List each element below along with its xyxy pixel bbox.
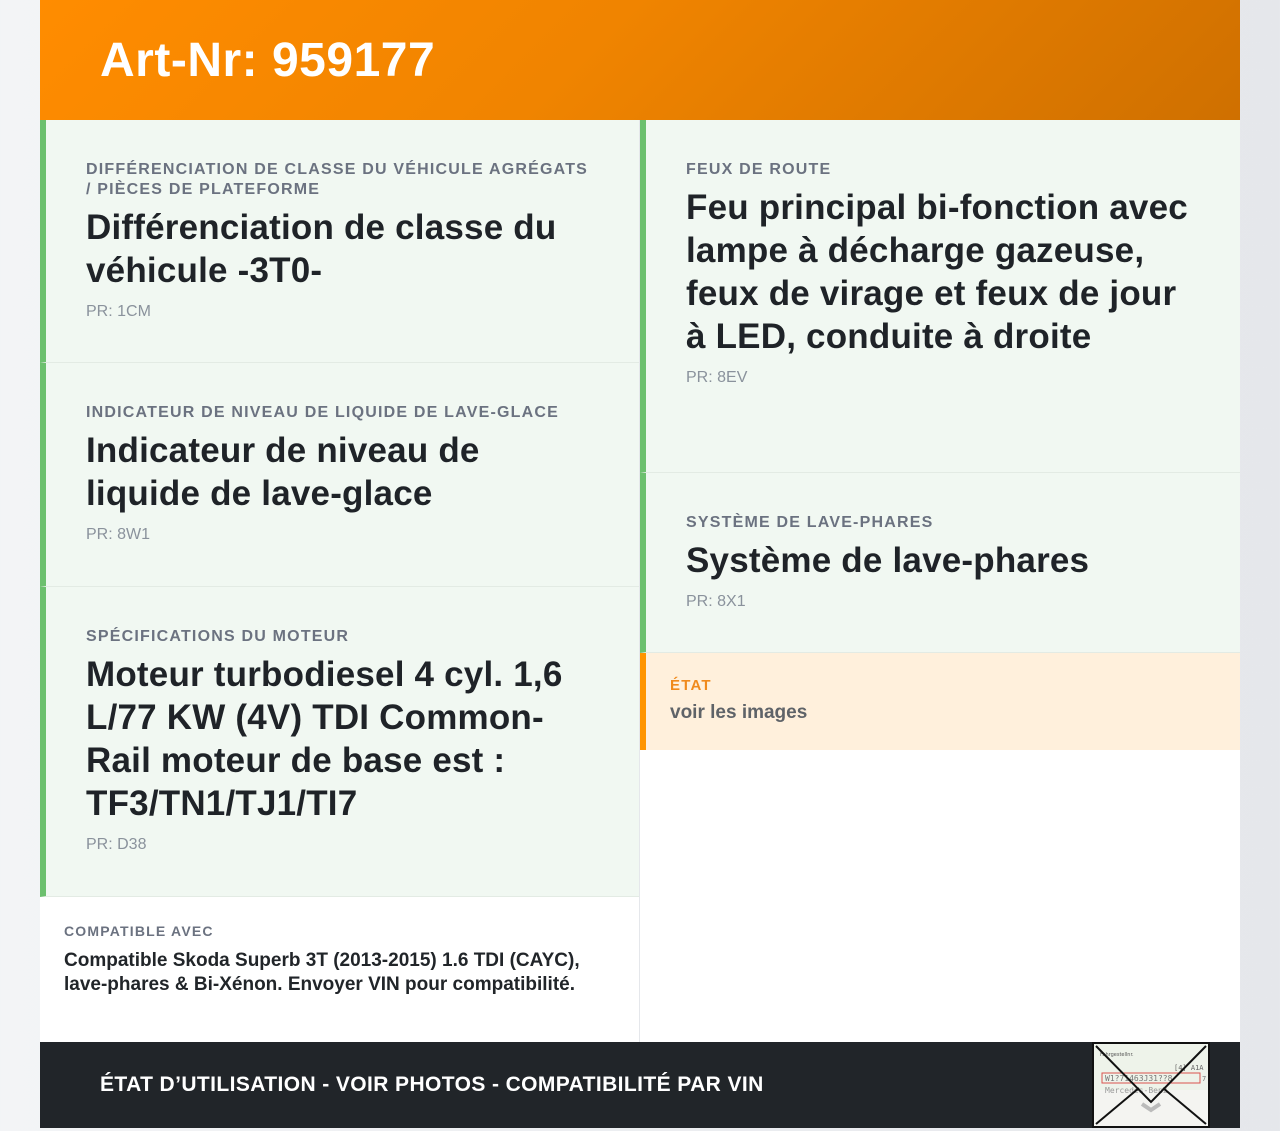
spec-title: Système de lave-phares <box>686 541 1090 580</box>
spec-pr-code: PR: 8X1 <box>686 593 746 610</box>
spec-pr-code: PR: 8W1 <box>86 526 151 543</box>
footer-banner <box>40 1042 1240 1128</box>
spec-pr-code: PR: D38 <box>86 836 147 853</box>
spec-card-class <box>40 120 639 363</box>
spec-pr-code: PR: 1CM <box>86 303 151 320</box>
spec-title: Indicateur de niveau de liquide de lave-glace <box>86 431 480 513</box>
envelope-vin-icon[interactable] <box>1092 1042 1210 1128</box>
compatibility-text: Compatible Skoda Superb 3T (2013-2015) 1.6 TDI (CAYC), lave-phares & Bi-Xénon. Envoyer VIN pour compatibilité. <box>64 950 580 995</box>
left-column <box>40 120 640 1042</box>
svg-text:7: 7 <box>1202 1075 1207 1083</box>
spec-category: DIFFÉRENCIATION DE CLASSE DU VÉHICULE AGRÉGATS / PIÈCES DE PLATEFORME <box>86 161 589 198</box>
spec-category: SYSTÈME DE LAVE-PHARES <box>686 514 934 531</box>
spec-title: Feu principal bi-fonction avec lampe à décharge gazeuse, feux de virage et feux de jour à LED, conduite à droite <box>686 188 1188 356</box>
spec-category: FEUX DE ROUTE <box>686 161 832 178</box>
spec-card-headlight-washer <box>640 473 1240 653</box>
spec-title: Moteur turbodiesel 4 cyl. 1,6 L/77 KW (4V) TDI Common-Rail moteur de base est : TF3/TN1/TJ1/TI7 <box>86 655 563 823</box>
condition-section <box>640 653 1240 750</box>
compatibility-section <box>40 897 639 997</box>
spec-grid <box>40 120 1240 1042</box>
article-number-title: Art-Nr: 959177 <box>100 33 436 87</box>
spec-title: Différenciation de classe du véhicule -3T0- <box>86 208 557 290</box>
svg-text:Fahrgestellnr.: Fahrgestellnr. <box>1100 1052 1134 1058</box>
condition-label: ÉTAT <box>670 677 712 694</box>
svg-text:W1?71463J31??8: W1?71463J31??8 <box>1105 1074 1173 1083</box>
footer-text: ÉTAT D’UTILISATION - VOIR PHOTOS - COMPATIBILITÉ PAR VIN <box>100 1073 764 1096</box>
svg-text:[4] A1A: [4] A1A <box>1174 1064 1204 1072</box>
spec-card-engine <box>40 587 639 897</box>
spec-pr-code: PR: 8EV <box>686 369 748 386</box>
spec-category: SPÉCIFICATIONS DU MOTEUR <box>86 628 350 645</box>
spec-card-headlights <box>640 120 1240 473</box>
spec-card-washer-level <box>40 363 639 587</box>
spec-category: INDICATEUR DE NIVEAU DE LIQUIDE DE LAVE-GLACE <box>86 404 559 421</box>
svg-text:Mercedes-Benz: Mercedes-Benz <box>1105 1086 1168 1095</box>
header <box>40 0 1240 120</box>
product-page <box>40 0 1240 1128</box>
compatibility-label: COMPATIBLE AVEC <box>64 923 214 939</box>
condition-link[interactable]: voir les images <box>670 702 808 723</box>
right-column <box>640 120 1240 1042</box>
